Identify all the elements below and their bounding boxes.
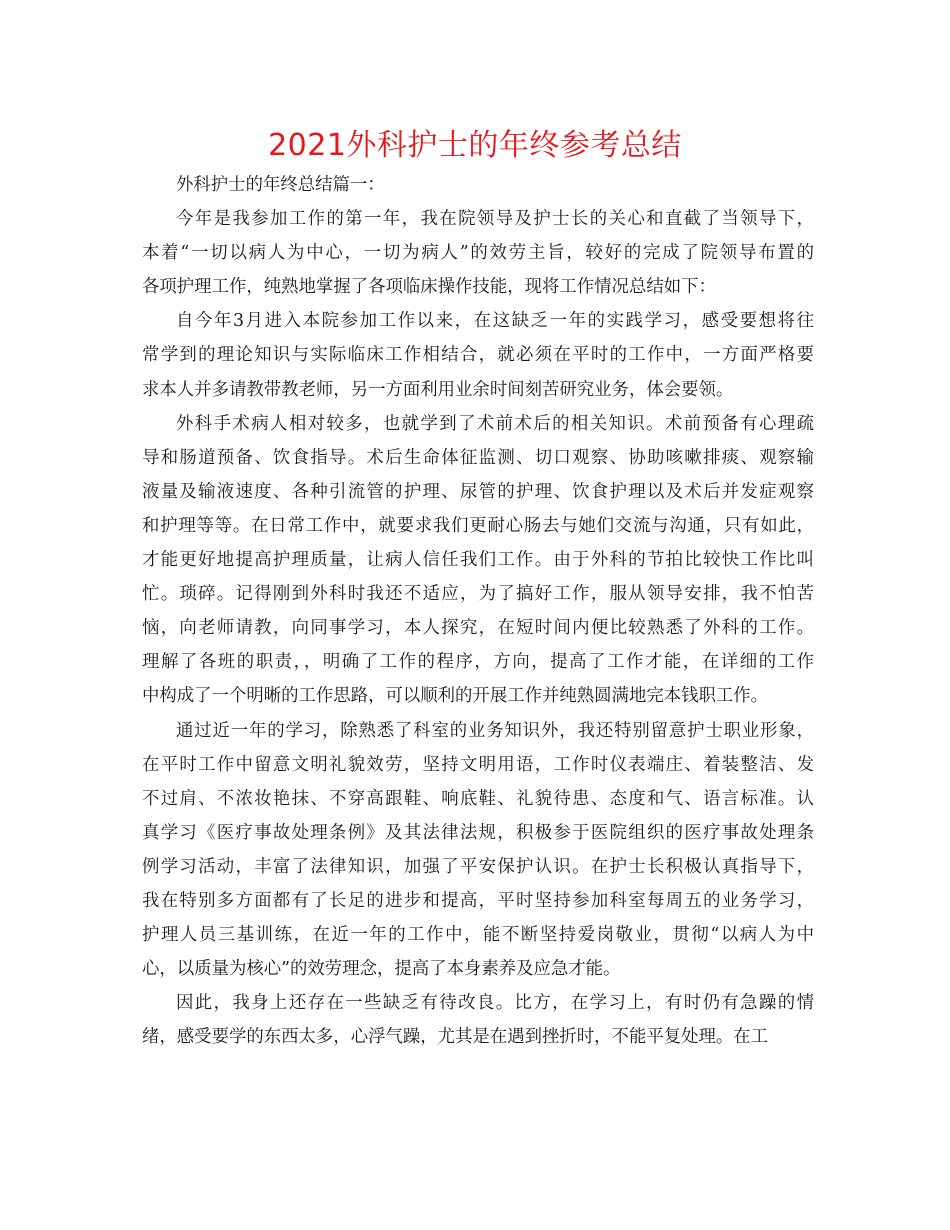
text-line: 恼，向老师请教，向同事学习，本人探究，在短时间内便比较熟悉了外科的工作。 [142,618,814,639]
paragraph [142,986,814,1054]
text-line: 理解了各班的职责，，明确了工作的程序，方向，提高了工作才能，在详细的工作 [142,652,814,673]
text-line: 忙。琐碎。记得刚到外科时我还不适应，为了搞好工作，服从领导安排，我不怕苦 [142,584,814,605]
text-line: 我在特别多方面都有了长足的进步和提高，平时坚持参加科室每周五的业务学习， [142,890,814,911]
text-line: 导和肠道预备、饮食指导。术后生命体征监测、切口观察、协助咳嗽排痰、观察输 [142,447,814,468]
text-line: 心，以质量为核心”的效劳理念，提高了本身素养及应急才能。 [142,959,621,980]
text-line: 不过肩、不浓妆艳抹、不穿高跟鞋、响底鞋、礼貌待患、态度和气、语言标准。认 [142,788,814,809]
paragraph [142,202,814,304]
text-line: 绪，感受要学的东西太多，心浮气躁，尤其是在遇到挫折时，不能平复处理。在工 [142,1027,769,1048]
text-line: 例学习活动，丰富了法律知识，加强了平安保护认识。在护士长积极认真指导下， [142,856,814,877]
paragraph [142,304,814,406]
text-line: 液量及输液速度、各种引流管的护理、尿管的护理、饮食护理以及术后并发症观察 [142,481,814,502]
paragraph [142,168,814,202]
paragraph [142,714,814,987]
text-line: 中构成了一个明晰的工作思路，可以顺利的开展工作并纯熟圆满地完本钱职工作。 [142,686,769,707]
text-line: 本着“一切以病人为中心，一切为病人”的效劳主旨，较好的完成了院领导布置的 [142,243,814,264]
text-line: 常学到的理论知识与实际临床工作相结合，就必须在平时的工作中，一方面严格要 [142,345,814,366]
text-line: 今年是我参加工作的第一年，我在院领导及护士长的关心和直截了当领导下， [176,209,814,230]
document-title: 2021外科护士的年终参考总结 [268,128,682,163]
document-body [142,168,814,1054]
text-line: 外科手术病人相对较多，也就学到了术前术后的相关知识。术前预备有心理疏 [176,413,814,434]
text-line: 自今年3月进入本院参加工作以来，在这缺乏一年的实践学习，感受要想将往 [176,311,814,332]
text-line: 真学习《医疗事故处理条例》及其法律法规，积极参于医院组织的医疗事故处理条 [142,822,814,843]
text-line: 外科护士的年终总结篇一： [176,175,385,195]
text-line: 护理人员三基训练，在近一年的工作中，能不断坚持爱岗敬业，贯彻“以病人为中 [142,925,814,946]
text-line: 才能更好地提高护理质量，让病人信任我们工作。由于外科的节拍比较快工作比叫 [142,550,814,571]
text-line: 通过近一年的学习，除熟悉了科室的业务知识外，我还特别留意护士职业形象， [176,720,814,741]
text-line: 各项护理工作，纯熟地掌握了各项临床操作技能，现将工作情况总结如下： [142,277,716,298]
text-line: 因此，我身上还存在一些缺乏有待改良。比方，在学习上，有时仍有急躁的情 [176,993,814,1014]
text-line: 在平时工作中留意文明礼貌效劳，坚持文明用语，工作时仪表端庄、着装整洁、发 [142,754,814,775]
text-line: 和护理等等。在日常工作中，就要求我们更耐心肠去与她们交流与沟通，只有如此， [142,515,814,536]
paragraph [142,407,814,714]
text-line: 求本人并多请教带教老师，另一方面利用业余时间刻苦研究业务，体会要领。 [142,379,734,400]
